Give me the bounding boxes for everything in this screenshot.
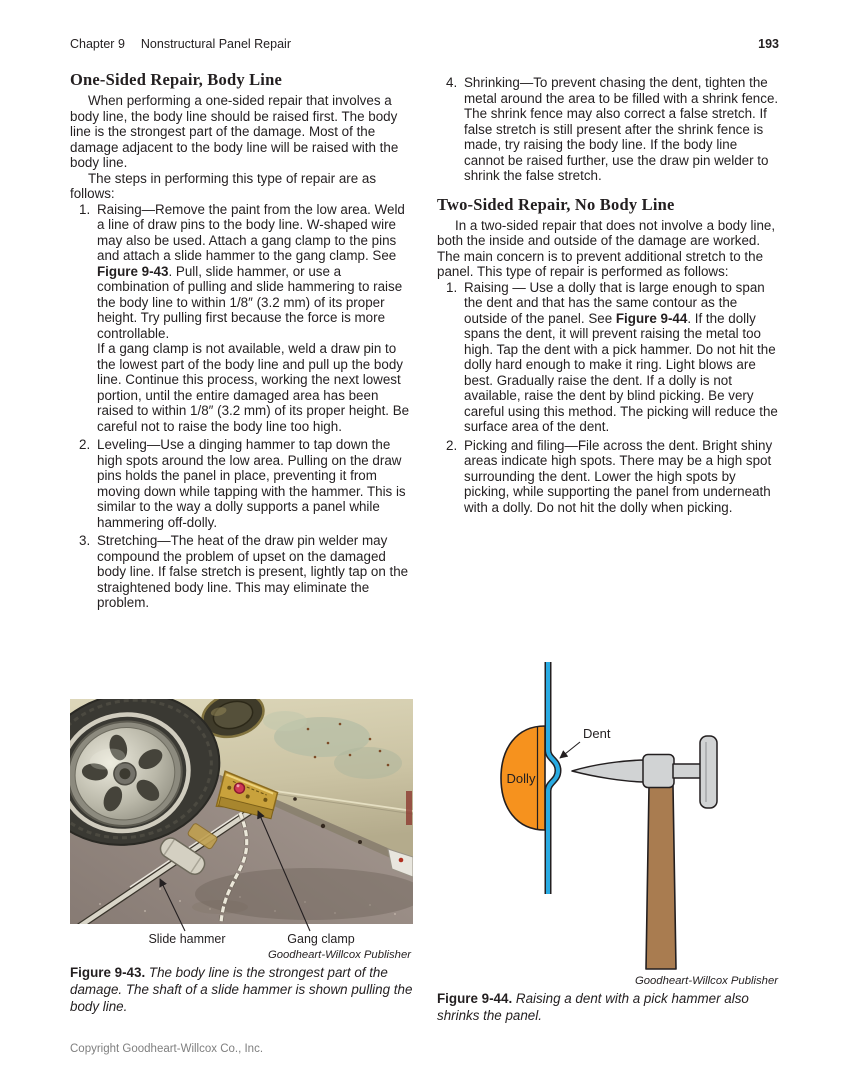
figure-caption	[70, 964, 413, 1015]
photo-area	[70, 699, 413, 926]
list-number: 2.	[79, 437, 91, 452]
figure-9-43	[70, 699, 413, 1015]
pick-hammer	[572, 736, 717, 969]
running-head-left	[70, 37, 291, 51]
figure-reference: Figure 9-43	[97, 263, 169, 279]
text-run: Raising — Use a dolly that is large enough to span the dent and that has the same contour as the outside of the panel. See	[464, 279, 765, 326]
section-heading-two-sided: Two-Sided Repair, No Body Line	[437, 194, 675, 214]
text-run: . Pull, slide hammer, or use a combination of pulling and slide hammering to raise the body line to within 1/8″ (3.2 mm) of its proper height. Try pulling first because the force is more controllable.	[97, 263, 403, 341]
dolly-label: Dolly	[506, 771, 536, 786]
list-item-text: Leveling—Use a dinging hammer to tap down the high spots around the low area. Pulling on the draw pins holds the panel in place, preventing it from moving down while tapping with the hammer. This is similar to the way a dolly supports a panel while hammering off-dolly.	[97, 437, 406, 530]
hammer-neck	[673, 764, 701, 778]
figure-caption	[437, 990, 780, 1024]
running-head	[70, 37, 779, 51]
section-heading-one-sided: One-Sided Repair, Body Line	[70, 70, 282, 89]
figure-caption-label: Figure 9-43.	[70, 965, 146, 980]
dent-label: Dent	[583, 726, 611, 741]
left-column	[70, 70, 414, 614]
figure-caption-text: Raising a dent with a pick hammer also shrinks the panel.	[437, 991, 749, 1023]
list-item-text: Shrinking—To prevent chasing the dent, tighten the metal around the area to be filled with a shrink fence. The shrink fence may also correct a false stretch. If false stretch is still present after the shrink fence is made, try raising the body line. If the body line cannot be raised further, use the draw pin welder to shrink the false stretch.	[464, 75, 779, 183]
dent-leader	[560, 742, 580, 758]
list-item-text: Stretching—The heat of the draw pin welder may compound the problem of upset on the damaged body line. If false stretch is present, lightly tap on the straightened body line. This may eliminate the problem.	[97, 533, 409, 610]
right-column	[437, 70, 781, 518]
figure-9-44	[437, 658, 780, 1024]
paragraph: When performing a one-sided repair that involves a body line, the body line should be raised first. The body line is the strongest part of the damage. Most of the damage adjacent to the body line will be raised with the body line.	[70, 93, 399, 170]
list-item	[70, 437, 414, 530]
text-run: Raising—Remove the paint from the low area. Weld a line of draw pins to the body line. W-shaped wire may also be used. Attach a gang clamp to the pins and attach a slide hammer to the gang clamp. See	[97, 201, 405, 263]
gang-clamp-label: Gang clamp	[287, 932, 355, 946]
figure-caption-label: Figure 9-44.	[437, 991, 513, 1006]
copyright-line: Copyright Goodheart-Willcox Co., Inc.	[70, 1043, 264, 1055]
list-item-continuation: If a gang clamp is not available, weld a draw pin to the lowest part of the body line and pull up the body line. Continue this process, working the next lowest portion, until the entire damaged area has been raised to within 1/8″ (3.2 mm) of its proper height. Be careful not to raise the body line too high.	[97, 341, 410, 434]
list-number: 2.	[446, 437, 458, 453]
list-number: 1.	[446, 279, 458, 295]
list-item	[70, 533, 414, 611]
page-number: 193	[758, 37, 779, 51]
photo-slide-hammer-pull	[70, 699, 413, 947]
list-item	[70, 202, 414, 435]
panel-with-dent	[548, 662, 558, 894]
list-item	[437, 75, 781, 184]
list-item-text	[464, 280, 781, 435]
hammer-flat-face	[700, 736, 717, 808]
paragraph: In a two-sided repair that does not involve a body line, both the inside and outside of the damage are worked. The main concern is to prevent additional stretch to the panel. This type of repair is performed as follows:	[437, 217, 776, 279]
text-run: . If the dolly spans the dent, it will prevent raising the metal too high. Tap the dent with a pick hammer. Do not hit the dolly hard enough to make it ring. Light blows are best. Gradually raise the dent. If a dolly is not available, raise the dent by blind picking. Be very careful using this method. The picking will reduce the surface area of the dent.	[464, 310, 778, 434]
figure-reference: Figure 9-44	[615, 310, 688, 326]
chapter-title: Nonstructural Panel Repair	[140, 37, 291, 51]
hammer-pick-spike	[572, 760, 644, 782]
hammer-head-block	[643, 755, 674, 788]
list-number: 1.	[79, 201, 91, 217]
figure-caption-text: The body line is the strongest part of the damage. The shaft of a slide hammer is shown pulling the body line.	[70, 965, 413, 1014]
figure-credit: Goodheart-Willcox Publisher	[634, 975, 778, 987]
paragraph: The steps in performing this type of repair are as follows:	[70, 170, 377, 201]
slide-hammer-label: Slide hammer	[148, 932, 226, 946]
list-number: 4.	[446, 75, 458, 90]
list-item-text	[97, 202, 414, 342]
list-number: 3.	[79, 533, 91, 548]
list-item-text: Picking and filing—File across the dent. Bright shiny areas indicate high spots. There may be a high spot surrounding the dent. Lower the high spots by picking, while supporting the panel from underneath with a dolly. Do not hit the dolly when picking.	[464, 437, 773, 515]
figure-credit: Goodheart-Willcox Publisher	[267, 949, 411, 961]
diagram-pick-hammer-dolly	[437, 658, 780, 973]
chapter-number: Chapter 9	[70, 37, 125, 51]
list-item	[437, 438, 781, 516]
list-item	[437, 280, 781, 435]
hammer-handle	[646, 786, 676, 969]
